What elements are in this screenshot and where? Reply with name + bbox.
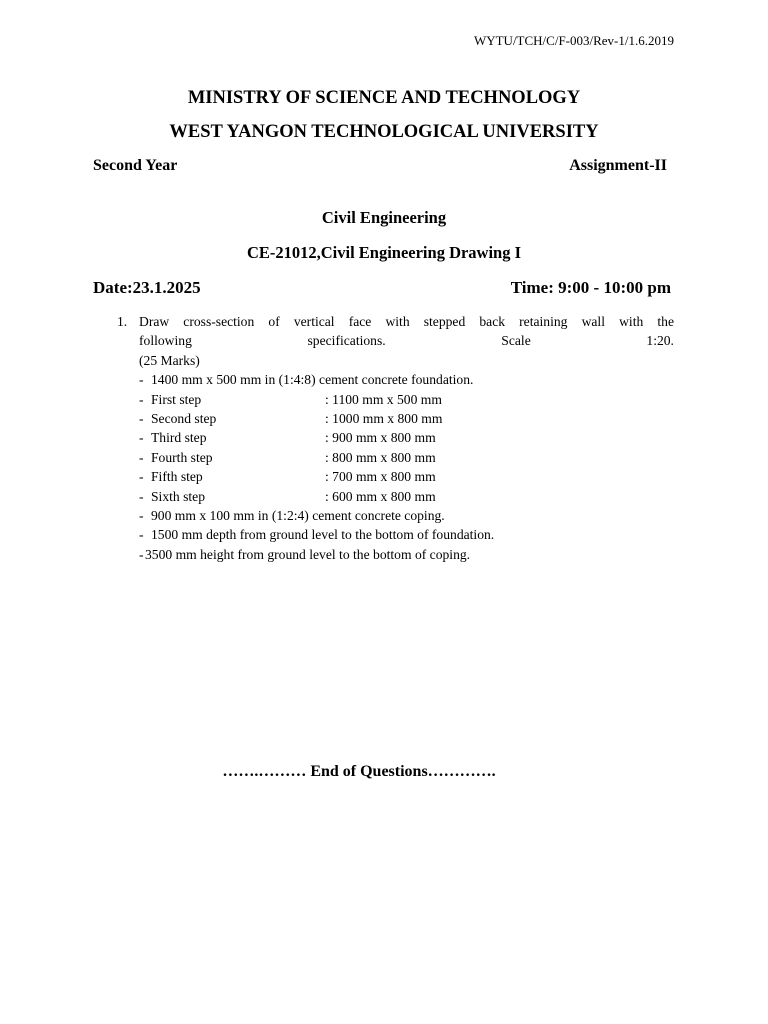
question-text: Draw cross-section of vertical face with stepped back retaining wall with the (139, 314, 674, 329)
spec-item (139, 487, 674, 506)
spec-dash: - (139, 411, 144, 426)
spec-dash: - (139, 430, 144, 446)
question-word: Scale (501, 333, 531, 349)
spec-item (139, 428, 674, 447)
spec-item (139, 525, 674, 544)
university-heading: WEST YANGON TECHNOLOGICAL UNIVERSITY (169, 122, 599, 142)
spec-label: Second step (151, 411, 217, 426)
exam-date: Date:23.1.2025 (93, 278, 201, 297)
spec-label: 3500 mm height from ground level to the bottom of coping. (145, 546, 471, 562)
spec-dash: - (139, 391, 144, 407)
spec-dash: - (139, 449, 144, 465)
spec-label: Fourth step (151, 449, 213, 465)
question-word: specifications. (307, 333, 386, 349)
spec-dash: - (139, 488, 144, 504)
spec-value: : 1000 mm x 800 mm (325, 411, 443, 426)
document-code: WYTU/TCH/C/F-003/Rev-1/1.6.2019 (473, 33, 674, 48)
spec-label: 1500 mm depth from ground level to the bottom of foundation. (151, 527, 495, 543)
question-word: following (139, 333, 192, 349)
spec-item (139, 506, 674, 525)
question-word: 1:20. (646, 333, 674, 349)
spec-dash: - (139, 469, 144, 485)
end-of-questions: …….……… End of Questions…………. (222, 763, 496, 780)
spec-item (139, 467, 674, 486)
spec-label: First step (151, 391, 202, 407)
spec-item (139, 370, 674, 389)
spec-dash: - (139, 507, 144, 523)
spec-value: : 900 mm x 800 mm (325, 430, 436, 446)
spec-dash: - (139, 546, 144, 562)
spec-value: : 700 mm x 800 mm (325, 469, 436, 485)
spec-item (139, 545, 674, 564)
exam-time: Time: 9:00 - 10:00 pm (510, 278, 671, 297)
spec-item (139, 390, 674, 409)
spec-label: Sixth step (151, 488, 206, 504)
ministry-heading: MINISTRY OF SCIENCE AND TECHNOLOGY (187, 88, 581, 108)
question-number: 1. (117, 314, 128, 329)
department-title: Civil Engineering (321, 208, 447, 227)
question-marks: (25 Marks) (139, 352, 200, 368)
spec-label: Fifth step (151, 469, 203, 485)
specification-list (139, 370, 674, 564)
spec-label: 1400 mm x 500 mm in (1:4:8) cement concrete foundation. (151, 372, 474, 388)
spec-value: : 600 mm x 800 mm (325, 488, 436, 504)
year-label: Second Year (93, 157, 178, 174)
spec-item (139, 448, 674, 467)
spec-item (139, 409, 674, 428)
question-body (139, 312, 674, 564)
assignment-label: Assignment-II (569, 157, 667, 174)
course-title: CE-21012,Civil Engineering Drawing I (246, 243, 522, 262)
spec-value: : 1100 mm x 500 mm (325, 391, 442, 407)
spec-dash: - (139, 372, 144, 388)
spec-dash: - (139, 527, 144, 543)
question-line-2 (139, 331, 674, 350)
spec-label: 900 mm x 100 mm in (1:2:4) cement concrete coping. (151, 507, 445, 523)
question-line-1 (139, 312, 674, 331)
spec-label: Third step (151, 430, 207, 446)
spec-value: : 800 mm x 800 mm (325, 449, 436, 465)
